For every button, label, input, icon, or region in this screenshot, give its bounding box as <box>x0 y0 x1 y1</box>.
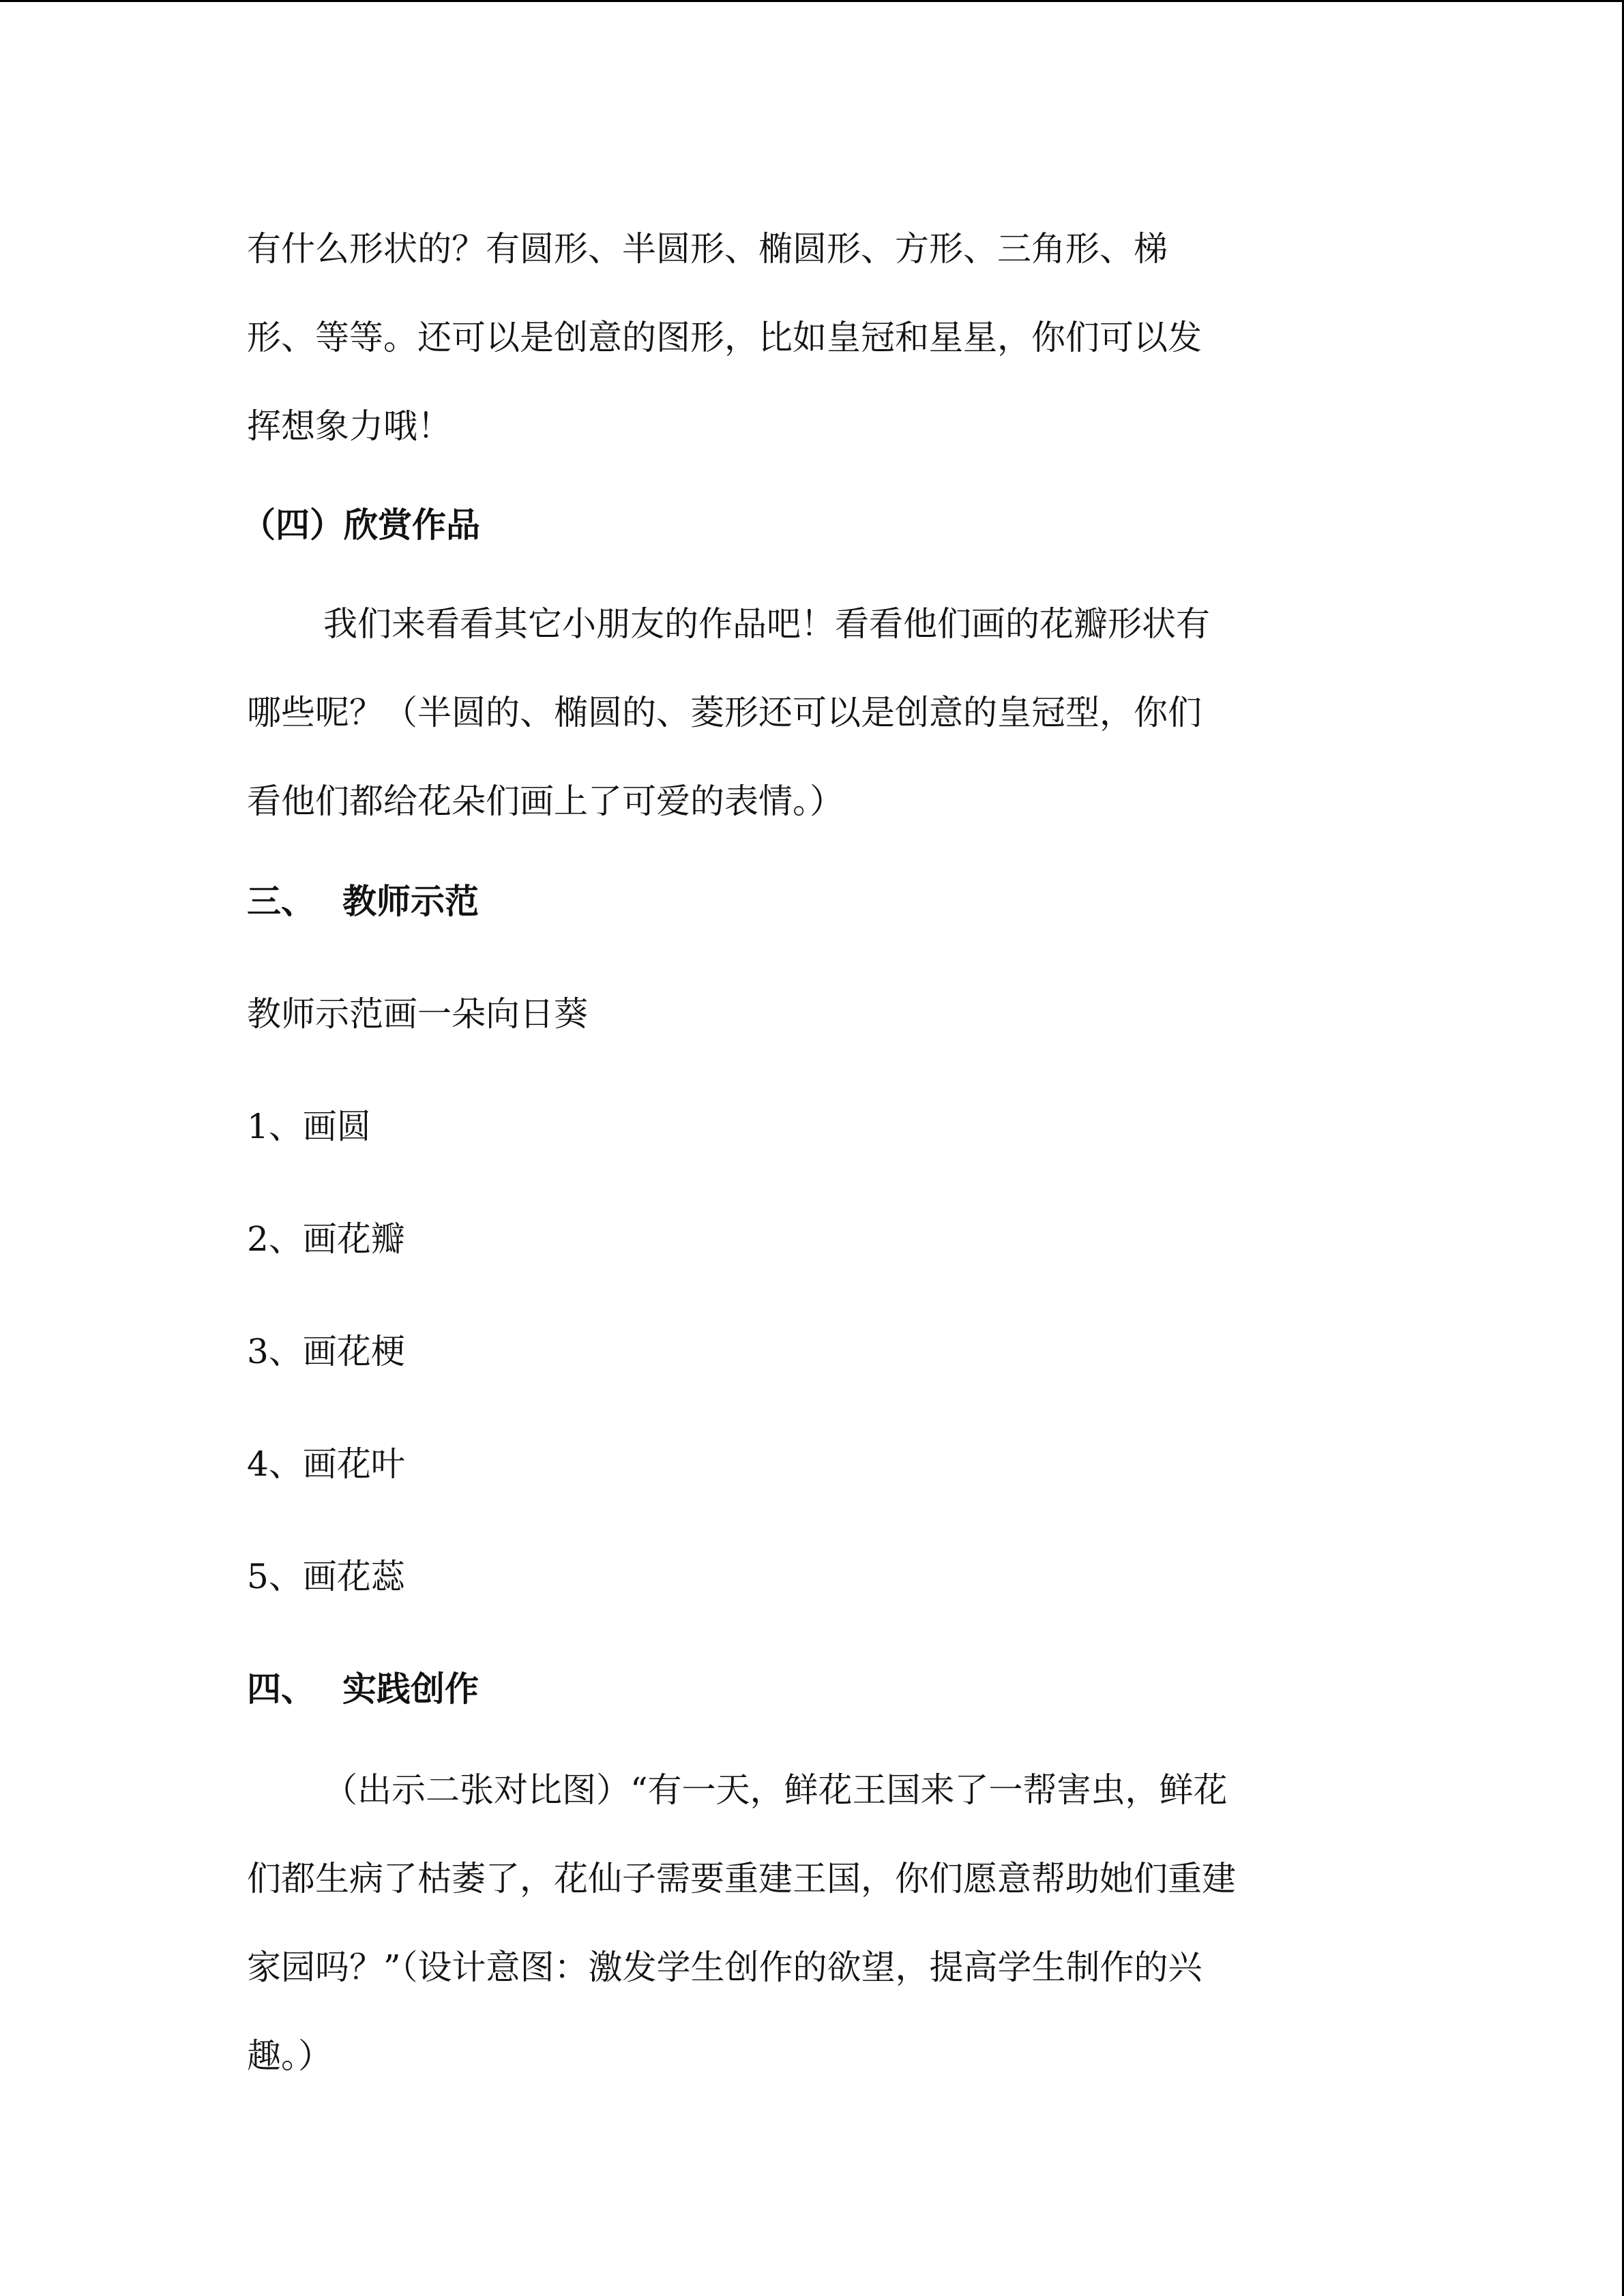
demo-intro: 教师示范画一朵向日葵 <box>247 994 588 1034</box>
top-border <box>0 0 1624 2</box>
text-line: 看他们都给花朵们画上了可爱的表情。） <box>247 781 844 821</box>
paragraph-shapes <box>247 205 1393 471</box>
heading-text: 教师示范 <box>342 882 479 921</box>
document-page <box>241 205 1393 2100</box>
text-line: 哪些呢？（半圆的、椭圆的、菱形还可以是创意的皇冠型，你们 <box>247 693 1202 732</box>
text-line: 趣。） <box>247 2036 332 2076</box>
step-item: 5、画花蕊 <box>247 1557 405 1596</box>
step-item: 1、画圆 <box>247 1107 371 1146</box>
step-item: 2、画花瓣 <box>247 1219 405 1259</box>
text-line: 们都生病了枯萎了，花仙子需要重建王国，你们愿意帮助她们重建 <box>247 1859 1236 1898</box>
paragraph-practice <box>247 1746 1393 2100</box>
section-heading-appreciate-works: （四）欣赏作品 <box>241 505 480 545</box>
paragraph-appreciate <box>247 580 1393 846</box>
text-line: 挥想象力哦！ <box>247 406 452 446</box>
text-line: （出示二张对比图）“有一天，鲜花王国来了一帮害虫，鲜花 <box>323 1770 1228 1810</box>
heading-practice <box>247 1633 1393 1746</box>
heading-number: 四、 <box>247 1669 315 1709</box>
step-item: 3、画花梗 <box>247 1332 405 1371</box>
step-item: 4、画花叶 <box>247 1444 405 1484</box>
heading-number: 三、 <box>247 882 315 921</box>
text-line: 家园吗？”（设计意图：激发学生创作的欲望，提高学生制作的兴 <box>247 1948 1202 1987</box>
text-line: 形、等等。还可以是创意的图形，比如皇冠和星星，你们可以发 <box>247 318 1202 357</box>
heading-text: 实践创作 <box>342 1669 479 1709</box>
text-line: 我们来看看其它小朋友的作品吧！看看他们画的花瓣形状有 <box>323 604 1210 644</box>
heading-teacher-demo <box>247 846 1393 958</box>
text-line: 有什么形状的？有圆形、半圆形、椭圆形、方形、三角形、梯 <box>247 229 1168 269</box>
